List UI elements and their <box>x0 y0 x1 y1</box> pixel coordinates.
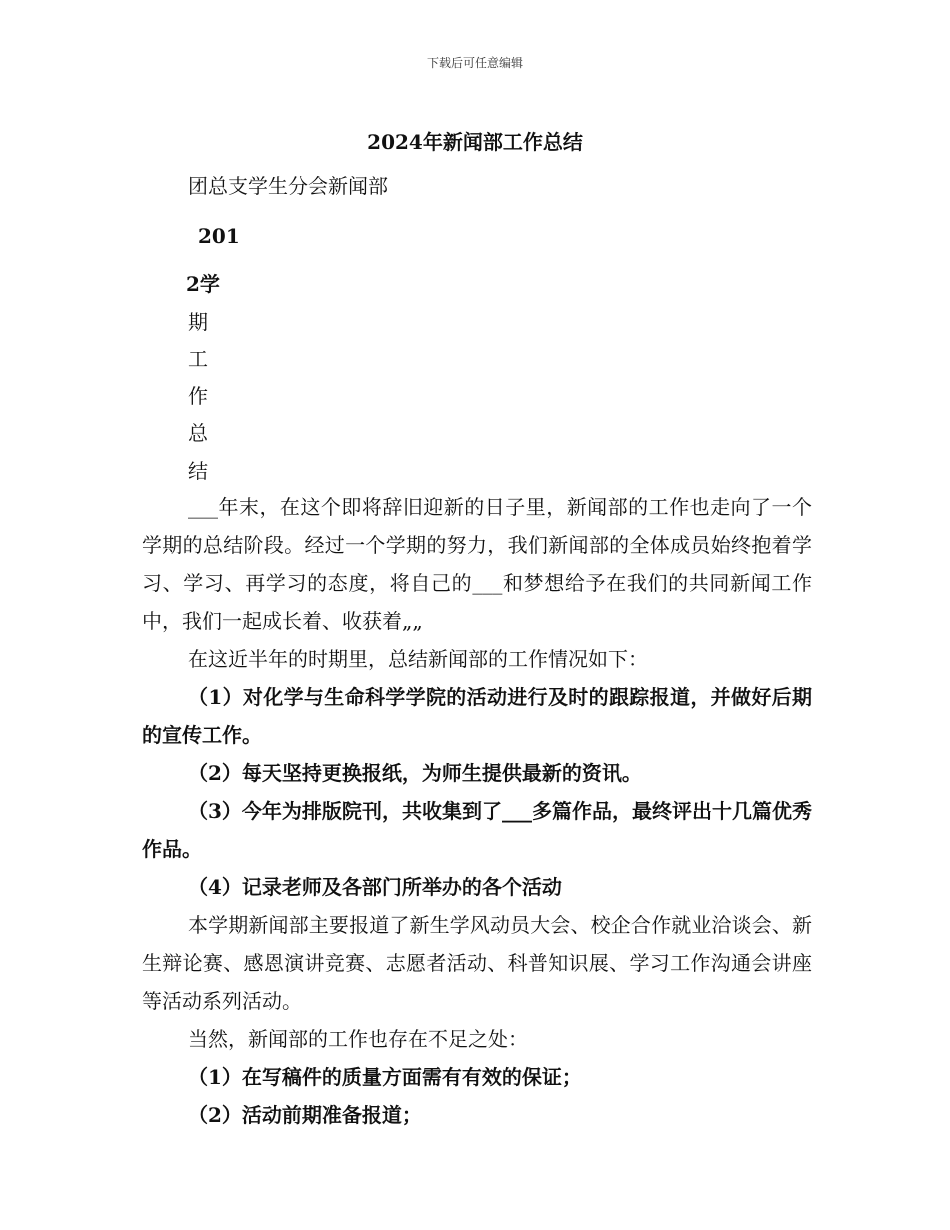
vertical-text-4: 作 <box>188 384 208 408</box>
paragraph: （2）活动前期准备报道； <box>188 1103 422 1127</box>
paragraph: 在这近半年的时期里，总结新闻部的工作情况如下： <box>188 647 648 671</box>
body-text <box>142 488 812 1134</box>
paragraph: （1）对化学与生命科学学院的活动进行及时的跟踪报道，并做好后期的宣传工作。 <box>142 685 812 747</box>
vertical-text-2: 期 <box>188 310 208 334</box>
vertical-text-5: 总 <box>188 421 208 445</box>
vertical-text-1: 2学 <box>186 272 220 296</box>
vertical-text-0: 201 <box>198 224 240 248</box>
paragraph: （2）每天坚持更换报纸，为师生提供最新的资讯。 <box>188 761 642 785</box>
paragraph: （4）记录老师及各部门所举办的各个活动 <box>188 875 562 899</box>
paragraph: （1）在写稿件的质量方面需有有效的保证； <box>188 1065 582 1089</box>
vertical-text-3: 工 <box>188 347 208 371</box>
document-title: 2024年新闻部工作总结 <box>367 130 583 154</box>
header-note: 下载后可任意编辑 <box>426 56 523 70</box>
paragraph: 当然，新闻部的工作也存在不足之处： <box>188 1027 528 1051</box>
paragraph: 本学期新闻部主要报道了新生学风动员大会、校企合作就业洽谈会、新生辩论赛、感恩演讲竞赛、志愿者活动、科普知识展、学习工作沟通会讲座等活动系列活动。 <box>142 913 812 1013</box>
organization-line: 团总支学生分会新闻部 <box>188 174 388 198</box>
vertical-text-6: 结 <box>188 459 208 483</box>
paragraph: ___年末，在这个即将辞旧迎新的日子里，新闻部的工作也走向了一个学期的总结阶段。经过一个学期的努力，我们新闻部的全体成员始终抱着学习、学习、再学习的态度，将自己的___和梦想给予在我们的共同新闻工作中，我们一起成长着、收获着„„ <box>142 495 812 633</box>
paragraph: （3）今年为排版院刊，共收集到了___多篇作品，最终评出十几篇优秀作品。 <box>142 799 812 861</box>
